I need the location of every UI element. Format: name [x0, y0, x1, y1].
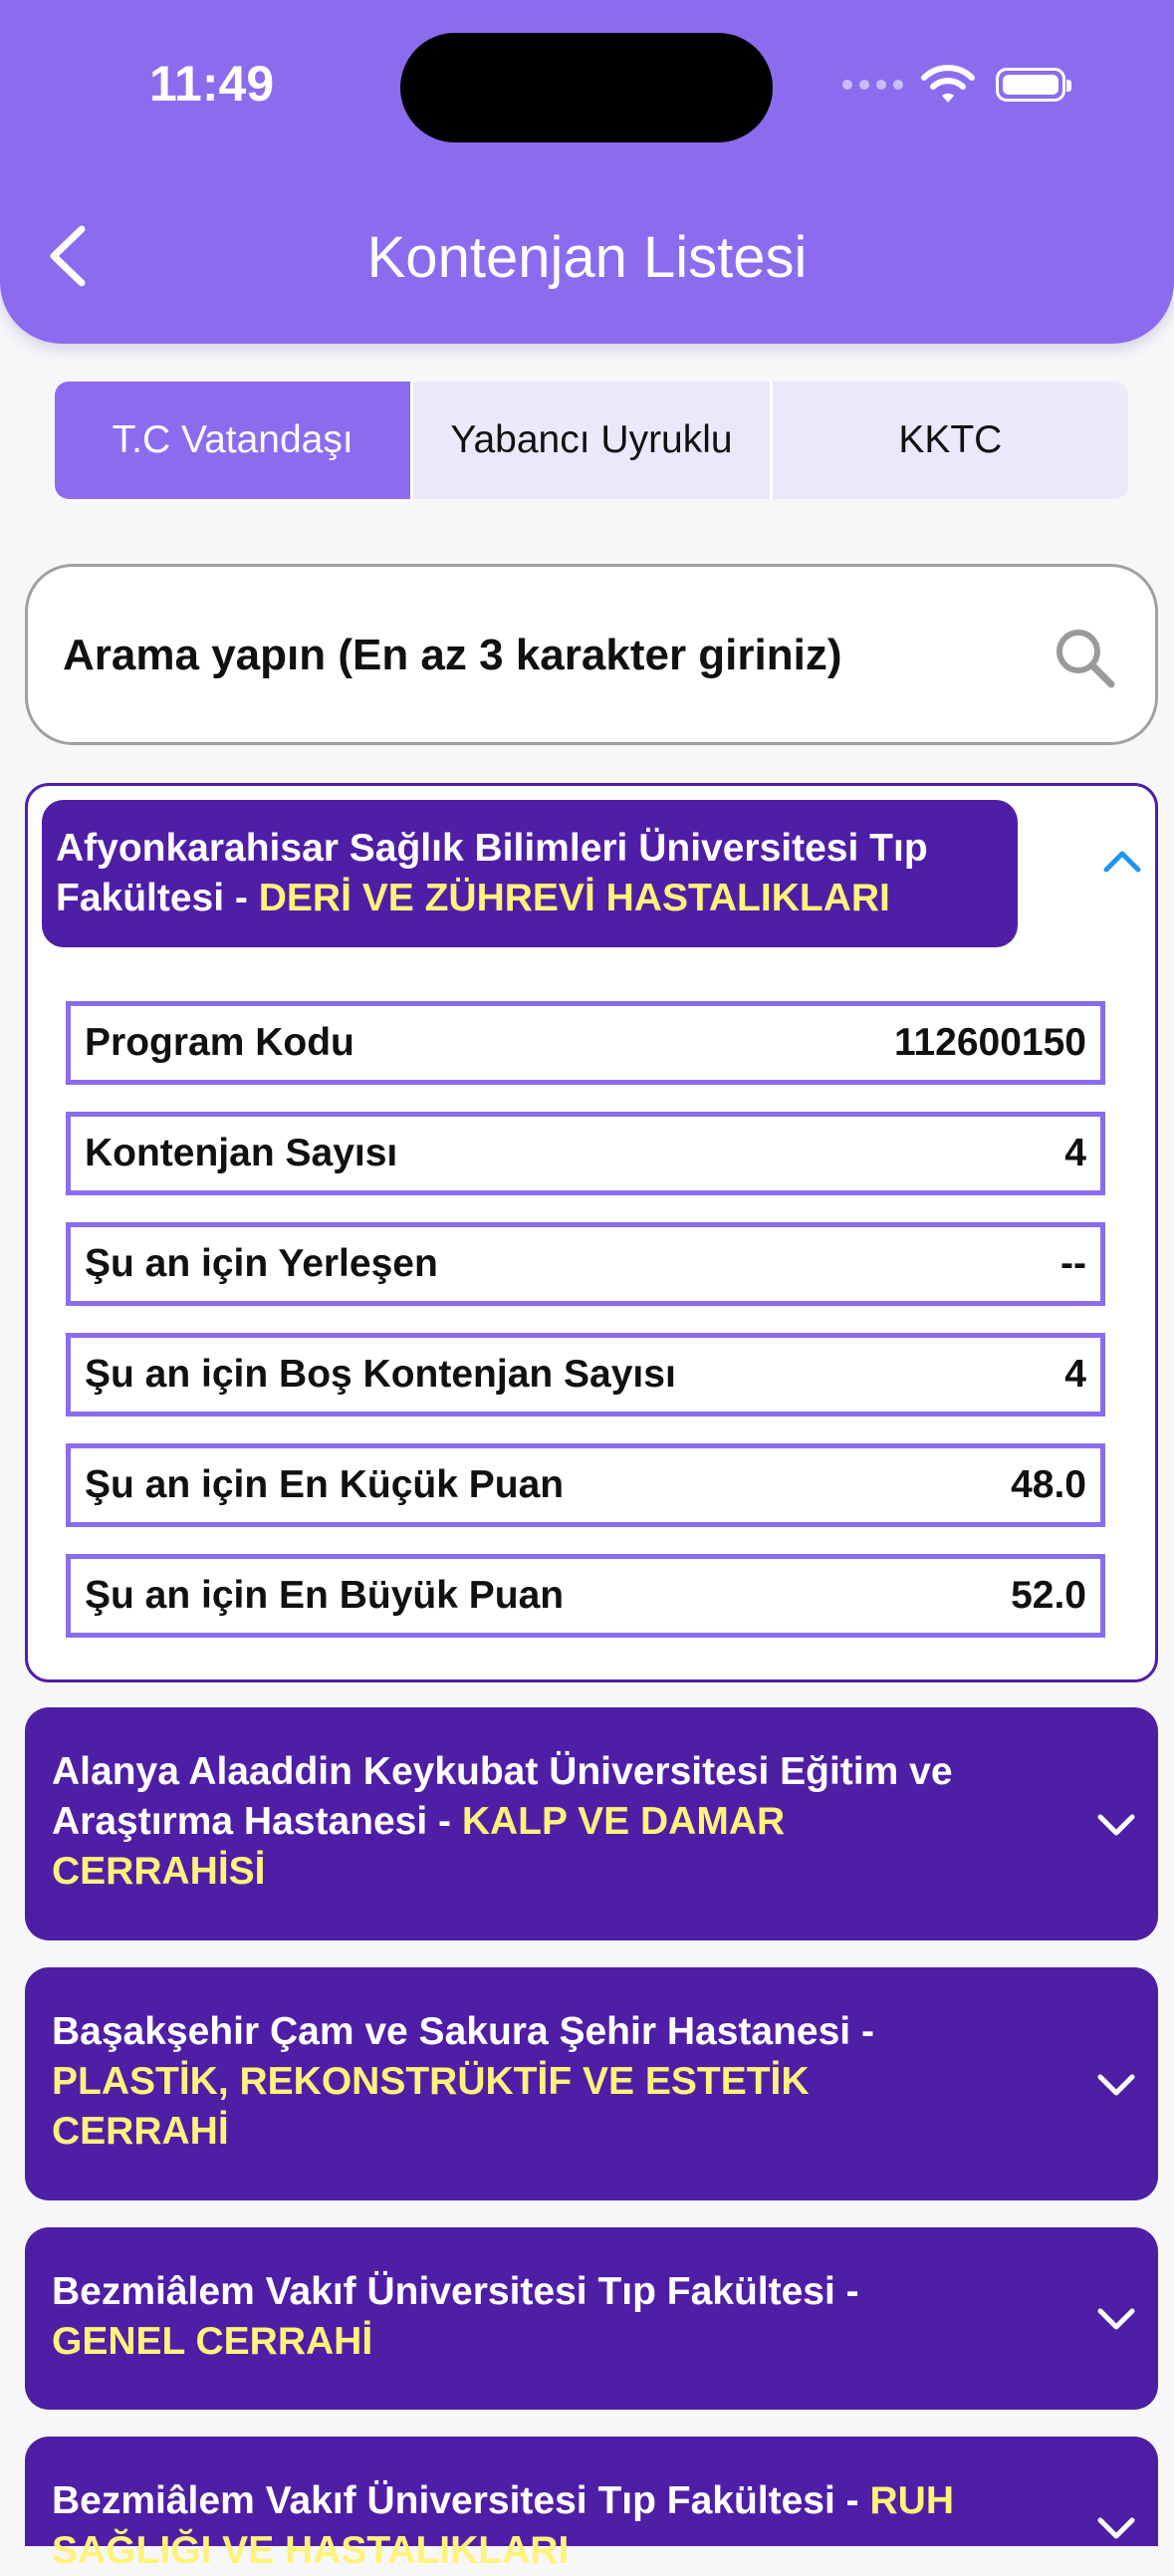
- department-name: KALP VE DAMAR CERRAHİSİ: [52, 1800, 786, 1893]
- institution-name: Bezmiâlem Vakıf Üniversitesi Tıp Fakültesi -: [52, 2479, 870, 2522]
- program-title: [42, 800, 1018, 947]
- program-card[interactable]: [25, 1707, 1158, 1940]
- expanded-program-card[interactable]: [25, 783, 1158, 1682]
- row-value: 112600150: [893, 1021, 1086, 1064]
- cellular-signal-icon: [842, 80, 903, 90]
- row-value: 4: [1064, 1132, 1086, 1174]
- search-icon[interactable]: [1052, 625, 1117, 690]
- institution-name: Alanya Alaaddin Keykubat Üniversitesi Eğitim ve Araştırma Hastanesi -: [52, 1750, 953, 1843]
- row-label: Şu an için En Büyük Puan: [85, 1574, 565, 1617]
- chevron-down-icon[interactable]: [1094, 2297, 1138, 2341]
- detail-row-min-score: [66, 1443, 1105, 1527]
- row-value: 48.0: [1011, 1463, 1086, 1506]
- search-input[interactable]: [25, 564, 1158, 745]
- program-card[interactable]: [25, 1967, 1158, 2200]
- chevron-up-icon[interactable]: [1100, 840, 1144, 884]
- department-name: PLASTİK, REKONSTRÜKTİF VE ESTETİK CERRAHİ: [52, 2060, 810, 2153]
- program-card[interactable]: [25, 2227, 1158, 2410]
- program-card[interactable]: [25, 2437, 1158, 2572]
- department-name: GENEL CERRAHİ: [52, 2320, 373, 2363]
- institution-name: Afyonkarahisar Sağlık Bilimleri Üniversitesi Tıp Fakültesi -: [56, 827, 928, 919]
- app-header: [0, 0, 1174, 344]
- row-label: Şu an için En Küçük Puan: [85, 1463, 565, 1506]
- chevron-down-icon[interactable]: [1094, 2506, 1138, 2550]
- chevron-down-icon[interactable]: [1094, 1803, 1138, 1847]
- detail-row-placed: [66, 1222, 1105, 1306]
- department-name: DERİ VE ZÜHREVİ HASTALIKLARI: [258, 877, 890, 919]
- search-placeholder: Arama yapın (En az 3 karakter giriniz): [63, 631, 842, 679]
- row-label: Şu an için Yerleşen: [85, 1242, 438, 1285]
- chevron-down-icon[interactable]: [1094, 2063, 1138, 2107]
- status-icons: [842, 58, 1081, 118]
- battery-icon: [996, 68, 1065, 102]
- detail-row-program-code: [66, 1001, 1105, 1085]
- detail-row-max-score: [66, 1554, 1105, 1638]
- detail-row-quota: [66, 1112, 1105, 1195]
- tab-tc-citizen[interactable]: T.C Vatandaşı: [55, 382, 413, 499]
- tab-kktc[interactable]: KKTC: [898, 418, 1003, 461]
- tab-foreign[interactable]: Yabancı Uyruklu: [413, 382, 772, 499]
- dynamic-island: [400, 33, 773, 142]
- row-label: Program Kodu: [85, 1021, 354, 1064]
- row-label: Kontenjan Sayısı: [85, 1132, 398, 1174]
- wifi-icon: [920, 62, 976, 106]
- detail-row-empty-quota: [66, 1333, 1105, 1417]
- status-time: 11:49: [149, 56, 275, 112]
- nationality-tabs: [55, 382, 1128, 499]
- row-value: 4: [1064, 1353, 1086, 1396]
- row-value: 52.0: [1011, 1574, 1086, 1617]
- page-title: Kontenjan Listesi: [366, 225, 808, 290]
- institution-name: Başakşehir Çam ve Sakura Şehir Hastanesi -: [52, 2010, 874, 2053]
- department-name: RUH SAĞLIĞI VE HASTALIKLARI: [52, 2479, 954, 2572]
- row-label: Şu an için Boş Kontenjan Sayısı: [85, 1353, 676, 1396]
- institution-name: Bezmiâlem Vakıf Üniversitesi Tıp Fakültesi -: [52, 2270, 859, 2313]
- row-value: --: [1060, 1242, 1086, 1285]
